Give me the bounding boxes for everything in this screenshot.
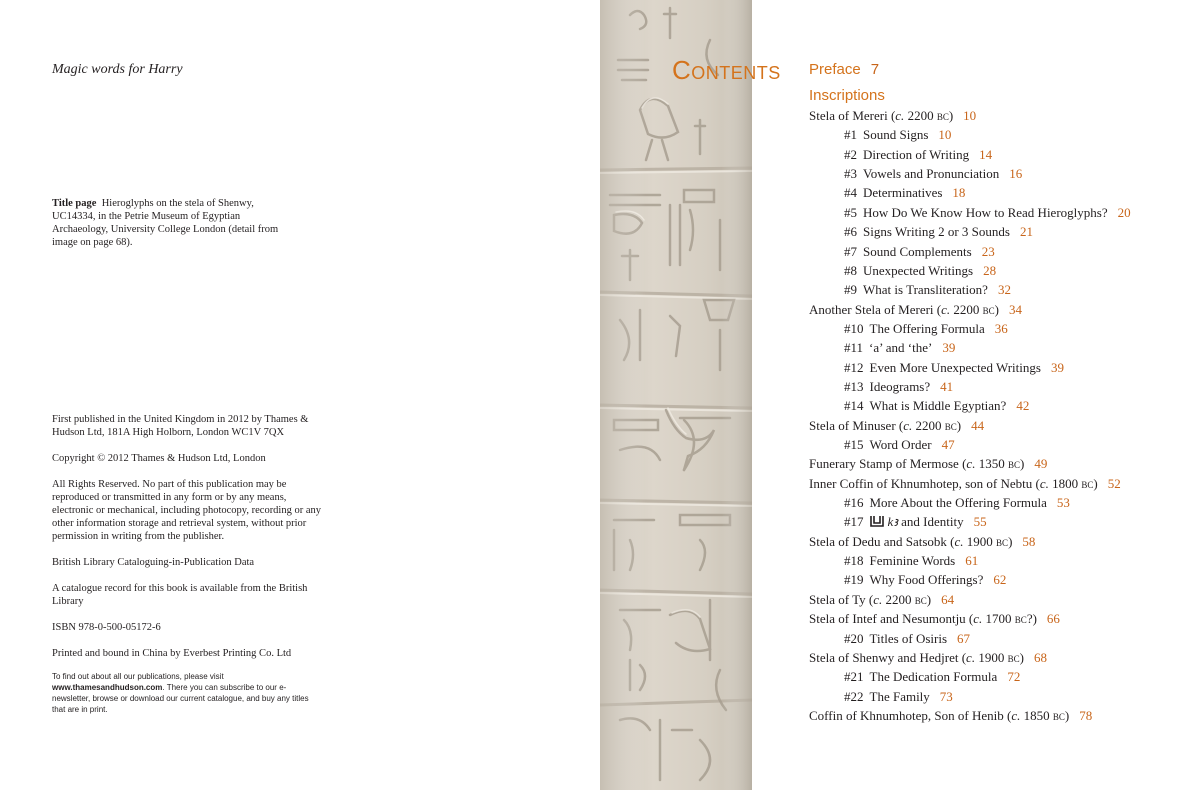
entry-label: What is Transliteration? — [863, 282, 988, 298]
entry-number: #5 — [844, 204, 857, 220]
entry-page-number: 23 — [981, 243, 995, 259]
entry-page-number: 10 — [963, 108, 977, 123]
entry-number: #10 — [844, 320, 864, 336]
entry-page-number: 47 — [941, 437, 955, 452]
entry-page-number: 10 — [938, 127, 952, 143]
entry-transliteration: kꜣ — [887, 514, 898, 530]
imprint-small-print — [52, 671, 322, 715]
entry-page-number: 20 — [1117, 204, 1131, 220]
entry-number: #19 — [844, 572, 864, 588]
entry-page-number: 73 — [939, 688, 953, 704]
toc-stela-entry[interactable] — [809, 592, 954, 608]
entry-title-end: ) — [1064, 707, 1070, 723]
toc-stela-entry[interactable] — [809, 302, 1022, 318]
imprint-publisher: First published in the United Kingdom in 2012 by Thames & Hudson Ltd, 181A High Holborn, London WC1V 7QX — [52, 414, 309, 438]
entry-number: #21 — [844, 669, 864, 685]
publisher-url[interactable]: www.thamesandhudson.com — [52, 683, 163, 692]
entry-number: #17 — [844, 514, 864, 530]
entry-label: Sound Signs — [863, 127, 929, 143]
entry-title-end: ) — [994, 301, 1000, 317]
entry-date-circa: c. — [966, 456, 976, 472]
entry-label: and Identity — [897, 514, 964, 530]
entry-number: #20 — [844, 630, 864, 646]
entry-era: bc — [1014, 611, 1027, 627]
toc-stela-entry[interactable] — [809, 476, 1121, 492]
toc-topic-entry[interactable] — [844, 244, 995, 260]
small-print-intro: To find out about all our publications, please visit — [52, 672, 224, 681]
entry-date-year: 1900 — [975, 649, 1008, 665]
toc-topic-entry[interactable] — [844, 360, 1064, 376]
entry-era: bc — [936, 108, 949, 123]
entry-page-number: 64 — [941, 591, 955, 607]
entry-title-end: ) — [1008, 533, 1013, 549]
toc-topic-entry[interactable] — [844, 166, 1022, 182]
entry-label: Direction of Writing — [863, 146, 970, 162]
entry-number: #16 — [844, 495, 864, 510]
stela-relief-svg — [600, 0, 752, 790]
toc-stela-entry[interactable] — [809, 456, 1047, 472]
entry-title-start: Stela of Dedu and Satsobk ( — [809, 533, 955, 549]
toc-topic-entry[interactable] — [844, 282, 1011, 298]
entry-title-end: ?) — [1026, 611, 1037, 627]
entry-page-number: 53 — [1056, 495, 1070, 510]
toc-topic-entry[interactable] — [844, 263, 996, 279]
entry-title-start: Stela of Intef and Nesumontju ( — [809, 611, 974, 627]
entry-title-start: Funerary Stamp of Mermose ( — [809, 456, 967, 472]
toc-topic-entry[interactable] — [844, 572, 1006, 588]
entry-page-number: 72 — [1007, 669, 1021, 685]
entry-date-year: 2200 — [904, 108, 937, 123]
entry-date-year: 1850 — [1020, 707, 1053, 723]
entry-title-start: Another Stela of Mereri ( — [809, 301, 942, 317]
toc-stela-entry[interactable] — [809, 108, 976, 124]
toc-topic-entry[interactable] — [844, 553, 978, 569]
entry-title-end: ) — [1019, 649, 1024, 665]
entry-label: Sound Complements — [863, 243, 972, 259]
entry-title-start: Inner Coffin of Khnumhotep, son of Nebtu ( — [809, 475, 1040, 491]
entry-page-number: 62 — [993, 572, 1007, 588]
entry-number: #7 — [844, 243, 857, 259]
toc-topic-entry[interactable] — [844, 185, 965, 201]
toc-stela-entry[interactable] — [809, 650, 1047, 666]
imprint-rights: All Rights Reserved. No part of this publication may be reproduced or transmitted in any form or by any means, electronic or mechanical, including photocopy, recording or any other information storage and retrieval system, without prior permission in writing from the publisher. — [52, 479, 322, 542]
title-page-caption — [52, 197, 282, 249]
entry-page-number: 41 — [940, 378, 954, 394]
entry-page-number: 42 — [1016, 398, 1030, 414]
toc-stela-entry[interactable] — [809, 611, 1060, 627]
entry-page-number: 36 — [994, 320, 1008, 336]
entry-label: Feminine Words — [869, 553, 956, 568]
imprint-printer: Printed and bound in China by Everbest Printing Co. Ltd — [52, 648, 292, 659]
imprint-block — [52, 413, 322, 728]
entry-title-end: ) — [926, 591, 932, 607]
toc-topic-entry[interactable] — [844, 437, 955, 453]
entry-title-start: Coffin of Khnumhotep, Son of Henib ( — [809, 707, 1012, 723]
imprint-cip: British Library Cataloguing-in-Publication Data — [52, 557, 255, 568]
entry-number: #2 — [844, 146, 857, 162]
entry-date-circa: c. — [973, 611, 983, 627]
entry-page-number: 34 — [1009, 301, 1023, 317]
entry-label: Ideograms? — [869, 378, 931, 394]
entry-date-circa: c. — [941, 301, 951, 317]
imprint-catalogue: A catalogue record for this book is available from the British Library — [52, 583, 308, 607]
toc-topic-entry[interactable] — [844, 340, 955, 356]
entry-label: Why Food Offerings? — [869, 572, 984, 588]
entry-label: The Offering Formula — [869, 320, 985, 336]
entry-date-year: 1350 — [975, 456, 1008, 472]
preface-label: Preface — [809, 61, 861, 78]
entry-page-number: 21 — [1019, 224, 1033, 240]
entry-title-start: Stela of Mereri ( — [809, 108, 896, 123]
entry-era: bc — [996, 533, 1009, 549]
entry-page-number: 18 — [952, 185, 966, 201]
entry-number: #12 — [844, 359, 864, 375]
imprint-isbn: ISBN 978-0-500-05172-6 — [52, 622, 161, 633]
entry-label: Titles of Osiris — [869, 630, 948, 646]
entry-date-year: 2200 — [912, 417, 945, 433]
entry-date-circa: c. — [966, 649, 976, 665]
entry-era: bc — [944, 417, 957, 433]
imprint-copyright: Copyright © 2012 Thames & Hudson Ltd, London — [52, 453, 266, 464]
toc-topic-entry[interactable] — [844, 379, 953, 395]
entry-page-number: 28 — [983, 262, 997, 278]
entry-label: How Do We Know How to Read Hieroglyphs? — [863, 204, 1108, 220]
entry-page-number: 32 — [997, 282, 1011, 298]
entry-label: ‘a’ and ‘the’ — [869, 340, 933, 356]
entry-label: Determinatives — [863, 185, 943, 201]
entry-date-year: 2200 — [882, 591, 915, 607]
entry-label: Unexpected Writings — [863, 262, 974, 278]
entry-title-end: ) — [956, 417, 962, 433]
entry-era: bc — [1007, 649, 1020, 665]
toc-topic-entry[interactable] — [844, 514, 987, 530]
entry-number: #6 — [844, 224, 857, 240]
entry-page-number: 55 — [973, 514, 987, 530]
entry-page-number: 14 — [979, 146, 993, 162]
entry-label: Even More Unexpected Writings — [869, 359, 1041, 375]
entry-number: #15 — [844, 437, 864, 452]
toc-topic-entry[interactable] — [844, 205, 1131, 221]
entry-number: #1 — [844, 127, 857, 143]
entry-label: More About the Offering Formula — [869, 495, 1047, 510]
entry-page-number: 39 — [942, 340, 956, 356]
entry-page-number: 58 — [1022, 533, 1036, 549]
entry-number: #11 — [844, 340, 864, 356]
entry-page-number: 68 — [1033, 649, 1047, 665]
dedication: Magic words for Harry — [52, 62, 183, 77]
toc-topic-entry[interactable] — [844, 631, 970, 647]
entry-label: The Family — [869, 688, 930, 704]
entry-label: The Dedication Formula — [869, 669, 998, 685]
entry-date-circa: c. — [1039, 475, 1049, 491]
entry-label: Vowels and Pronunciation — [863, 166, 1000, 182]
entry-number: #4 — [844, 185, 857, 201]
entry-title-start: Stela of Shenwy and Hedjret ( — [809, 649, 967, 665]
entry-era: bc — [914, 591, 927, 607]
caption-label: Title page — [52, 198, 97, 209]
toc-topic-entry[interactable] — [844, 224, 1033, 240]
entry-page-number: 39 — [1050, 359, 1064, 375]
entry-era: bc — [1081, 475, 1094, 491]
hieroglyph-stela-image — [600, 0, 752, 790]
entry-page-number: 66 — [1046, 611, 1060, 627]
caption-text: Hieroglyphs on the stela of Shenwy, UC14334, in the Petrie Museum of Egyptian Archaeology, University College London (detail from image on page 68). — [52, 198, 279, 248]
entry-page-number: 67 — [957, 630, 971, 646]
entry-date-circa: c. — [1011, 707, 1021, 723]
entry-number: #18 — [844, 553, 864, 568]
toc-stela-entry[interactable] — [809, 708, 1092, 724]
toc-preface[interactable] — [809, 61, 879, 78]
entry-page-number: 52 — [1107, 475, 1121, 491]
entry-title-end: ) — [948, 108, 954, 123]
entry-title-end: ) — [1093, 475, 1098, 491]
entry-page-number: 49 — [1034, 456, 1048, 472]
entry-number: #8 — [844, 262, 857, 278]
entry-page-number: 44 — [971, 417, 985, 433]
contents-title: Contents — [672, 55, 781, 85]
entry-era: bc — [1052, 707, 1065, 723]
toc-topic-entry[interactable] — [844, 689, 953, 705]
entry-date-year: 1800 — [1048, 475, 1082, 491]
toc-topic-entry[interactable] — [844, 669, 1020, 685]
preface-page: 7 — [870, 61, 880, 78]
entry-page-number: 78 — [1079, 707, 1093, 723]
entry-label: Signs Writing 2 or 3 Sounds — [863, 224, 1010, 240]
entry-title-start: Stela of Ty ( — [809, 591, 874, 607]
entry-date-circa: c. — [895, 108, 905, 123]
toc-topic-entry[interactable] — [844, 147, 992, 163]
entry-date-year: 2200 — [950, 301, 983, 317]
entry-date-circa: c. — [873, 591, 883, 607]
ka-arms-glyph — [870, 515, 884, 527]
toc-topic-entry[interactable] — [844, 495, 1070, 511]
toc-topic-entry[interactable] — [844, 398, 1029, 414]
toc-topic-entry[interactable] — [844, 127, 951, 143]
entry-title-start: Stela of Minuser ( — [809, 417, 904, 433]
entry-number: #3 — [844, 166, 857, 182]
entry-era: bc — [1007, 456, 1020, 472]
entry-label: Word Order — [869, 437, 932, 452]
toc-stela-entry[interactable] — [809, 534, 1035, 550]
toc-topic-entry[interactable] — [844, 321, 1008, 337]
entry-number: #22 — [844, 688, 864, 704]
entry-date-circa: c. — [903, 417, 913, 433]
toc-inscriptions-heading: Inscriptions — [809, 87, 885, 104]
entry-number: #14 — [844, 398, 864, 414]
entry-date-year: 1700 — [982, 611, 1015, 627]
entry-number: #9 — [844, 282, 857, 298]
entry-label: What is Middle Egyptian? — [869, 398, 1007, 414]
small-print-rest: . There you can subscribe to our e-newsletter, browse or download our current catalogue, and buy any titles that are in print. — [52, 683, 309, 714]
entry-date-year: 1900 — [963, 533, 997, 549]
entry-number: #13 — [844, 378, 864, 394]
entry-title-end: ) — [1019, 456, 1025, 472]
entry-era: bc — [982, 301, 995, 317]
toc-stela-entry[interactable] — [809, 418, 984, 434]
entry-page-number: 16 — [1009, 166, 1023, 182]
entry-page-number: 61 — [965, 553, 979, 568]
entry-date-circa: c. — [954, 533, 964, 549]
